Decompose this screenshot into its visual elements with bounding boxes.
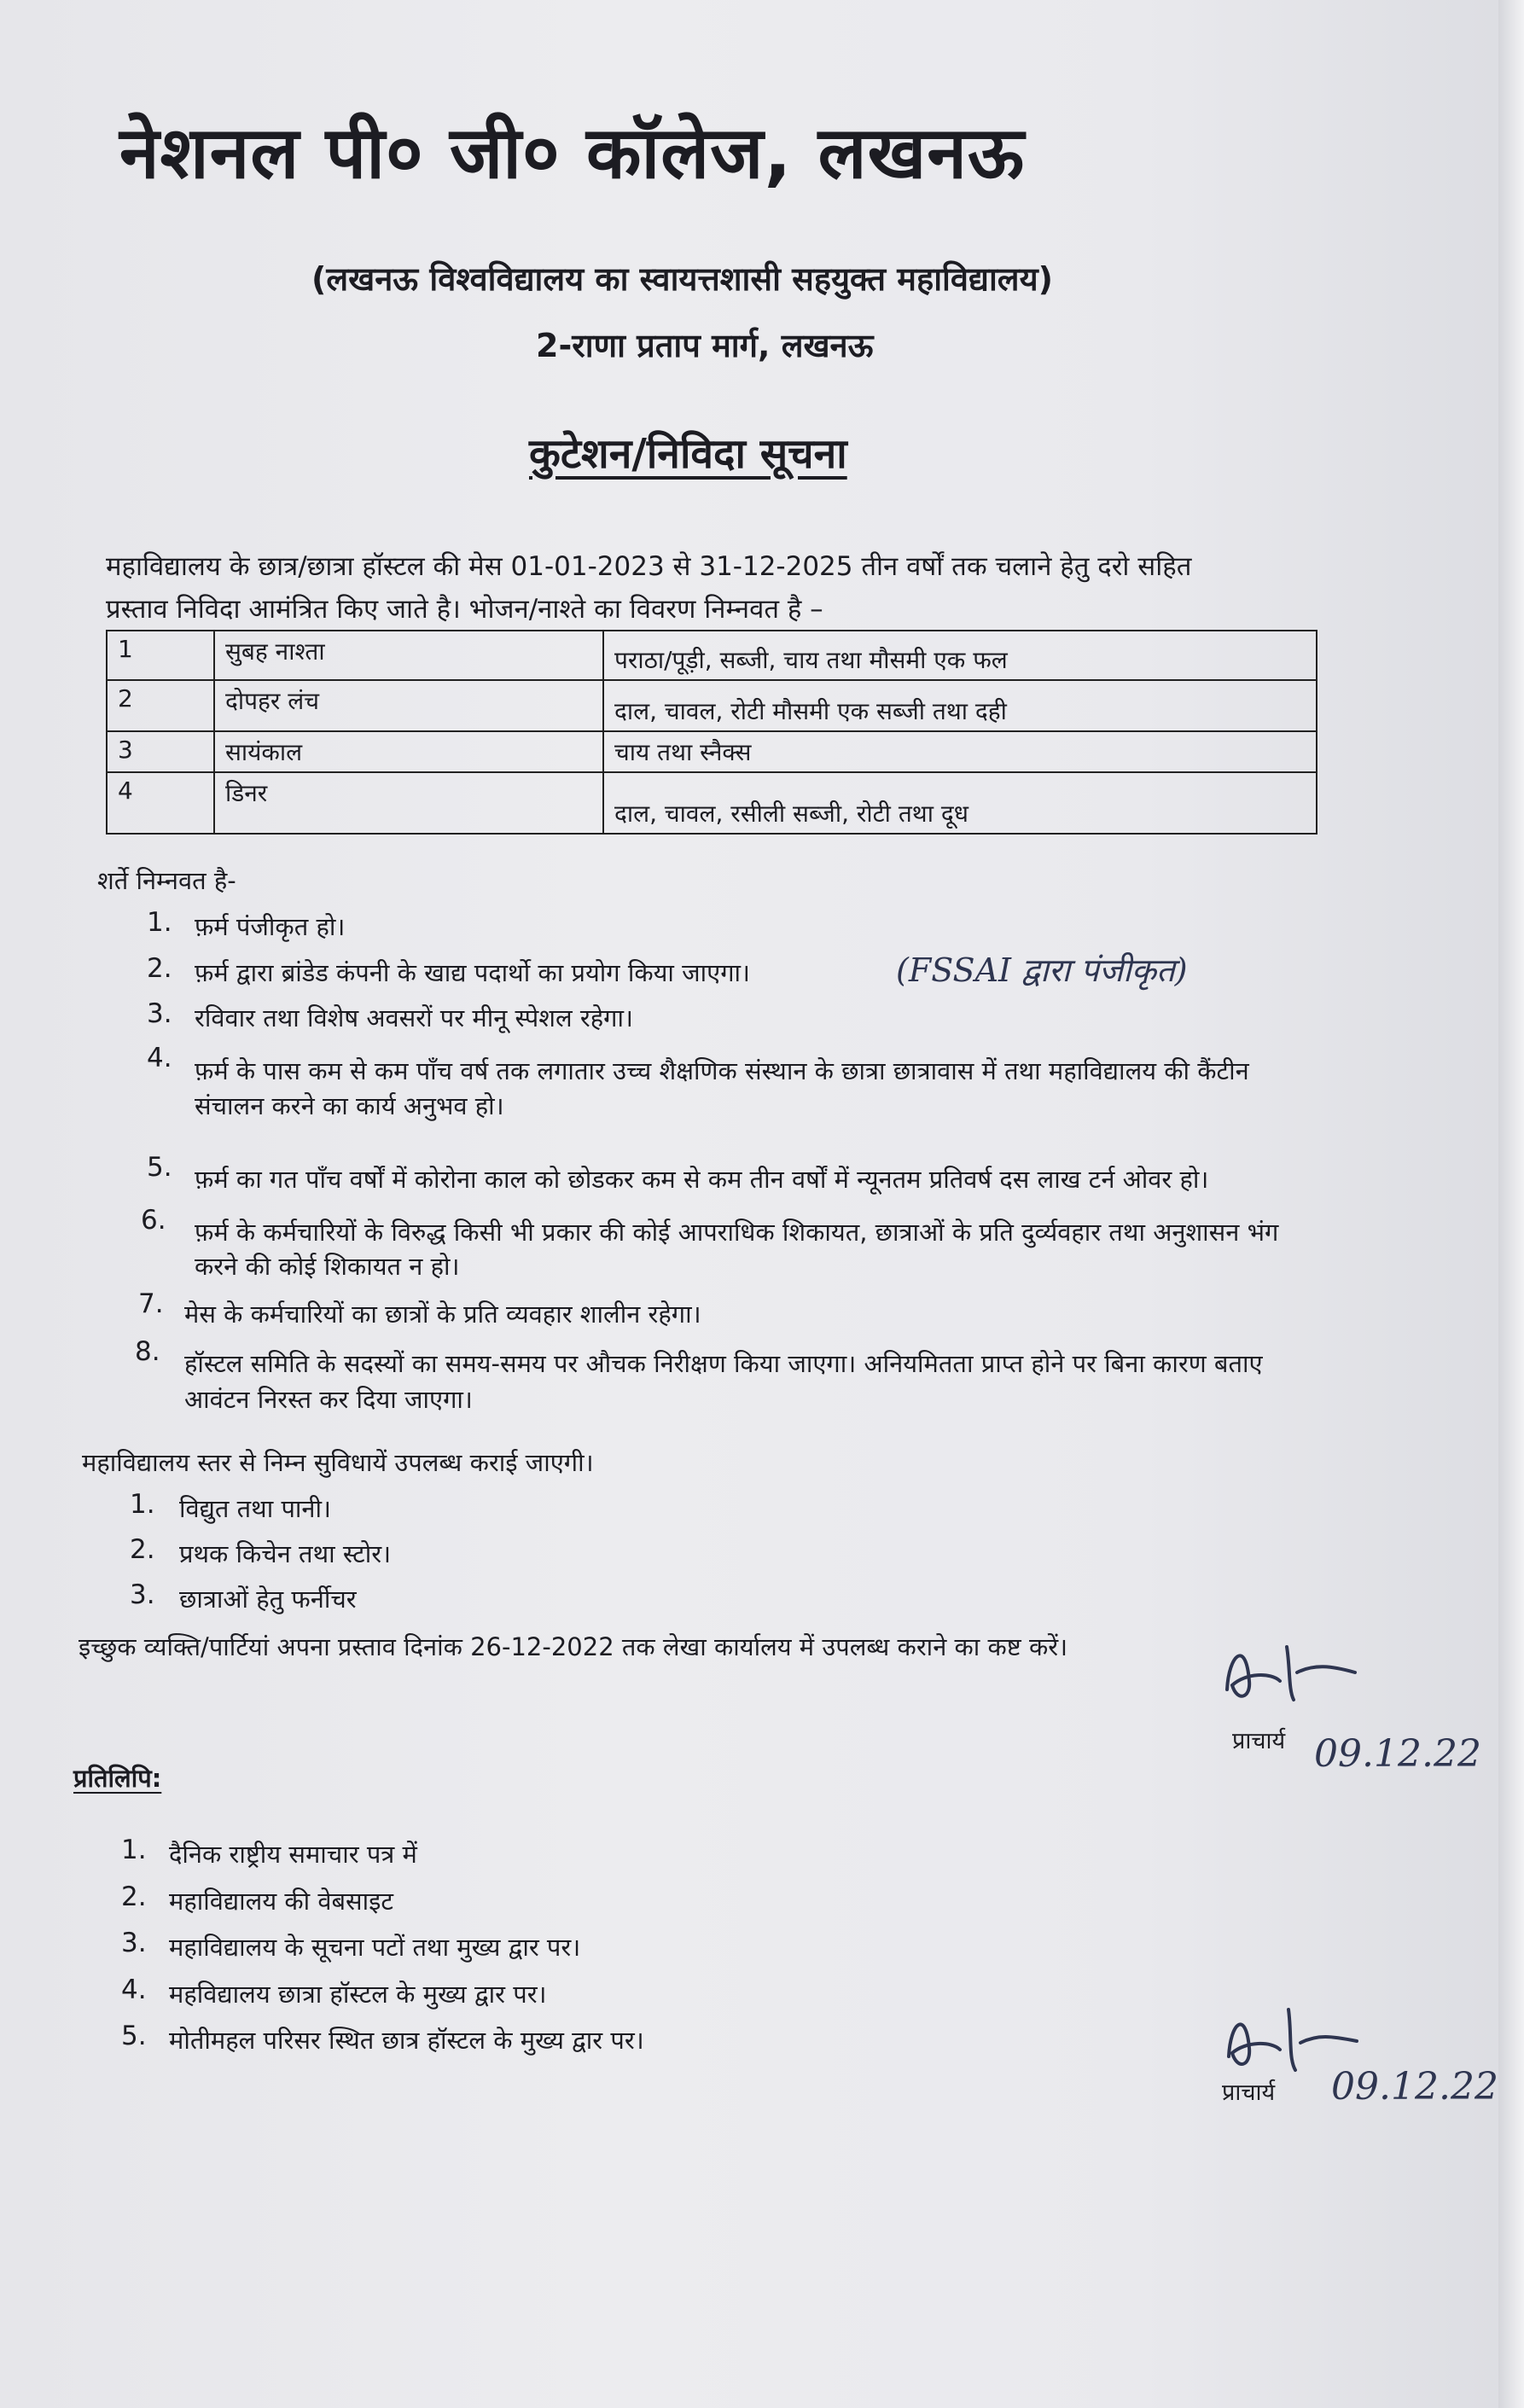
meal-name: सुबह नाश्ता bbox=[214, 631, 603, 680]
condition-number: 7. bbox=[138, 1288, 164, 1319]
affiliation-line: (लखनऊ विश्वविद्यालय का स्वायत्तशासी सहयुक्त महाविद्यालय) bbox=[311, 260, 1053, 298]
meal-items: दाल, चावल, रसीली सब्जी, रोटी तथा दूध bbox=[603, 772, 1317, 834]
copy-text: महाविद्यालय की वेबसाइट bbox=[169, 1887, 394, 1916]
row-number: 3 bbox=[107, 731, 214, 772]
copy-text: दैनिक राष्ट्रीय समाचार पत्र में bbox=[169, 1840, 417, 1869]
condition-number: 3. bbox=[147, 998, 172, 1029]
condition-text: फ़र्म का गत पाँच वर्षों में कोरोना काल को छोडकर कम से कम तीन वर्षों में न्यूनतम प्रतिवर्ष दस लाख टर्न ओवर हो। bbox=[195, 1165, 1209, 1194]
intro-line-2: प्रस्ताव निविदा आमंत्रित किए जाते है। भोजन/नाश्ते का विवरण निम्नवत है – bbox=[106, 594, 823, 625]
condition-text-continued: आवंटन निरस्त कर दिया जाएगा। bbox=[184, 1385, 473, 1414]
intro-line-1: महाविद्यालय के छात्र/छात्रा हॉस्टल की मेस 01-01-2023 से 31-12-2025 तीन वर्षों तक चलाने हेतु दरो सहित bbox=[106, 551, 1192, 582]
copy-number: 2. bbox=[121, 1882, 147, 1912]
copy-number: 1. bbox=[121, 1835, 147, 1865]
table-row bbox=[107, 680, 1317, 731]
meal-name: सायंकाल bbox=[214, 731, 603, 772]
copy-text: मोतीमहल परिसर स्थित छात्र हॉस्टल के मुख्य द्वार पर। bbox=[169, 2026, 644, 2055]
table-row bbox=[107, 772, 1317, 834]
meal-items: दाल, चावल, रोटी मौसमी एक सब्जी तथा दही bbox=[603, 680, 1317, 731]
facility-number: 3. bbox=[130, 1579, 155, 1610]
notice-title: कुटेशन/निविदा सूचना bbox=[529, 430, 847, 478]
table-row bbox=[107, 631, 1317, 680]
handwritten-fssai-note: (FSSAI द्वारा पंजीकृत) bbox=[896, 951, 1188, 989]
facility-number: 2. bbox=[130, 1534, 155, 1565]
facility-text: छात्राओं हेतु फर्नीचर bbox=[179, 1585, 357, 1614]
signature-date-2: 09.12.22 bbox=[1331, 2065, 1498, 2108]
copy-number: 3. bbox=[121, 1928, 147, 1958]
copy-text: महाविद्यालय के सूचना पटों तथा मुख्य द्वार पर। bbox=[169, 1933, 581, 1962]
menu-table bbox=[106, 630, 1318, 835]
condition-text: रविवार तथा विशेष अवसरों पर मीनू स्पेशल रहेगा। bbox=[195, 1003, 633, 1032]
facilities-heading: महाविद्यालय स्तर से निम्न सुविधायें उपलब्ध कराई जाएगी। bbox=[82, 1448, 594, 1477]
condition-text-continued: करने की कोई शिकायत न हो। bbox=[195, 1252, 460, 1281]
conditions-heading: शर्ते निम्नवत है- bbox=[97, 866, 236, 895]
condition-number: 6. bbox=[141, 1205, 166, 1236]
address-line: 2-राणा प्रताप मार्ग, लखनऊ bbox=[536, 327, 874, 364]
table-row bbox=[107, 731, 1317, 772]
condition-number: 4. bbox=[147, 1043, 172, 1073]
condition-text: हॉस्टल समिति के सदस्यों का समय-समय पर औचक निरीक्षण किया जाएगा। अनियमितता प्राप्त होने पर बिना कारण बताए bbox=[184, 1349, 1263, 1378]
meal-items: चाय तथा स्नैक्स bbox=[603, 731, 1317, 772]
principal-signature-1 bbox=[1212, 1621, 1365, 1715]
condition-text: फ़र्म पंजीकृत हो। bbox=[195, 912, 346, 941]
college-name: नेशनल पी० जी० कॉलेज, लखनऊ bbox=[119, 111, 1025, 195]
row-number: 1 bbox=[107, 631, 214, 680]
meal-items: पराठा/पूड़ी, सब्जी, चाय तथा मौसमी एक फल bbox=[603, 631, 1317, 680]
facility-text: प्रथक किचेन तथा स्टोर। bbox=[179, 1539, 392, 1568]
condition-text: फ़र्म द्वारा ब्रांडेड कंपनी के खाद्य पदार्थो का प्रयोग किया जाएगा। bbox=[195, 958, 751, 987]
copy-number: 5. bbox=[121, 2021, 147, 2051]
signature-date-1: 09.12.22 bbox=[1314, 1732, 1481, 1776]
condition-text: फ़र्म के कर्मचारियों के विरुद्ध किसी भी प्रकार की कोई आपराधिक शिकायत, छात्राओं के प्रति दुर्व्यवहार तथा अनुशासन भंग bbox=[195, 1218, 1279, 1247]
condition-number: 5. bbox=[147, 1152, 172, 1183]
row-number: 2 bbox=[107, 680, 214, 731]
facility-number: 1. bbox=[130, 1489, 155, 1520]
paper-edge-shadow bbox=[1498, 0, 1524, 2408]
deadline-notice: इच्छुक व्यक्ति/पार्टियां अपना प्रस्ताव दिनांक 26-12-2022 तक लेखा कार्यालय में उपलब्ध कराने का कष्ट करें। bbox=[79, 1632, 1068, 1661]
condition-text: फ़र्म के पास कम से कम पाँच वर्ष तक लगातार उच्च शैक्षणिक संस्थान के छात्रा छात्रावास में तथा महाविद्यालय की कैंटीन bbox=[195, 1056, 1249, 1085]
meal-name: डिनर bbox=[214, 772, 603, 834]
copy-number: 4. bbox=[121, 1975, 147, 2005]
principal-designation-2: प्राचार्य bbox=[1222, 2079, 1276, 2106]
copy-to-heading: प्रतिलिपि: bbox=[73, 1764, 162, 1793]
condition-text: मेस के कर्मचारियों का छात्रों के प्रति व्यवहार शालीन रहेगा। bbox=[184, 1300, 701, 1329]
facility-text: विद्युत तथा पानी। bbox=[179, 1494, 332, 1523]
principal-designation-1: प्राचार्य bbox=[1232, 1728, 1286, 1754]
row-number: 4 bbox=[107, 772, 214, 834]
condition-number: 1. bbox=[147, 907, 172, 938]
condition-number: 8. bbox=[135, 1336, 160, 1367]
condition-text-continued: संचालन करने का कार्य अनुभव हो। bbox=[195, 1091, 504, 1120]
copy-text: महविद्यालय छात्रा हॉस्टल के मुख्य द्वार पर। bbox=[169, 1980, 547, 2009]
meal-name: दोपहर लंच bbox=[214, 680, 603, 731]
condition-number: 2. bbox=[147, 953, 172, 984]
